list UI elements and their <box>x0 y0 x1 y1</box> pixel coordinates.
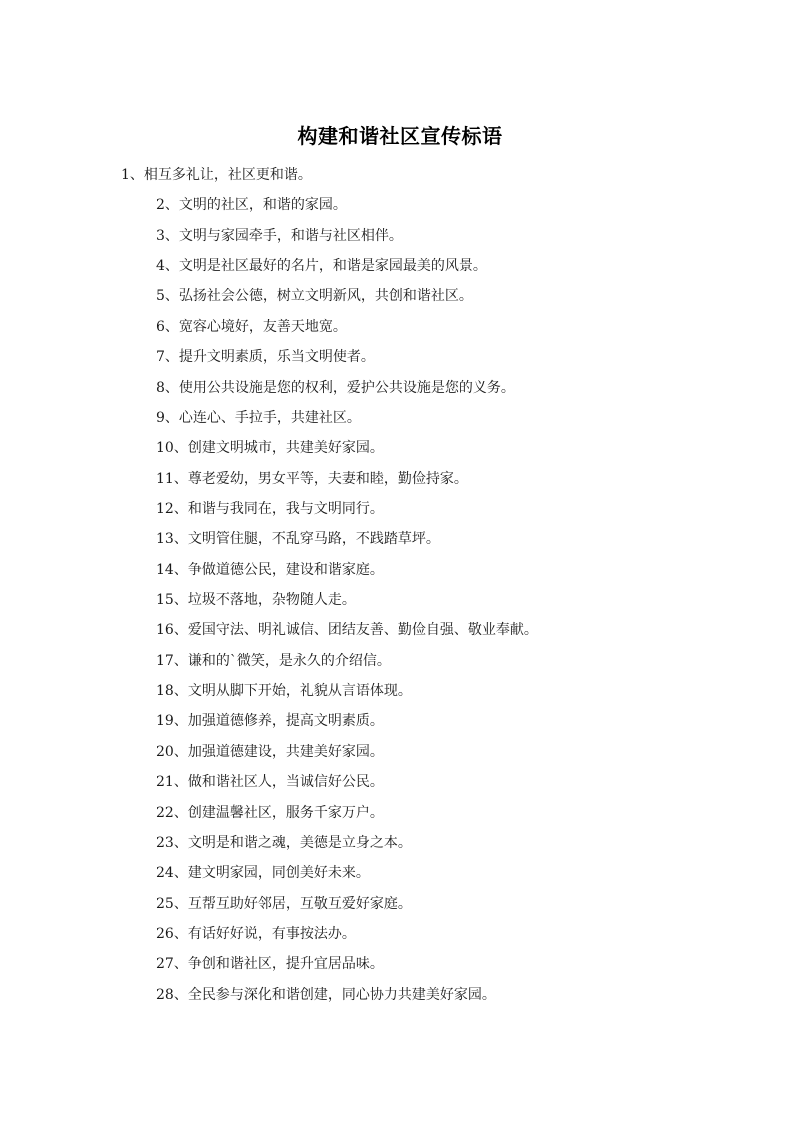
slogan-item: 16、爱国守法、明礼诚信、团结友善、勤俭自强、敬业奉献。 <box>156 622 538 639</box>
slogan-item: 7、提升文明素质，乐当文明使者。 <box>156 349 375 366</box>
slogan-item: 20、加强道德建设，共建美好家园。 <box>156 743 384 760</box>
slogan-item: 17、谦和的`微笑，是永久的介绍信。 <box>156 652 391 669</box>
slogan-item: 26、有话好好说，有事按法办。 <box>156 925 356 942</box>
slogan-item: 19、加强道德修养，提高文明素质。 <box>156 713 384 730</box>
slogan-item: 27、争创和谐社区，提升宜居品味。 <box>156 956 384 973</box>
slogan-item: 11、尊老爱幼，男女平等，夫妻和睦，勤俭持家。 <box>156 470 468 487</box>
slogan-item: 28、全民参与深化和谐创建，同心协力共建美好家园。 <box>156 986 496 1003</box>
slogan-item: 13、文明管住腿，不乱穿马路，不践踏草坪。 <box>156 531 440 548</box>
slogan-item: 22、创建温馨社区，服务千家万户。 <box>156 804 384 821</box>
slogan-list <box>0 160 800 1010</box>
slogan-item: 3、文明与家园牵手，和谐与社区相伴。 <box>156 227 403 244</box>
slogan-item: 18、文明从脚下开始，礼貌从言语体现。 <box>156 683 412 700</box>
slogan-item: 23、文明是和谐之魂，美德是立身之本。 <box>156 834 412 851</box>
slogan-item: 9、心连心、手拉手，共建社区。 <box>156 409 361 426</box>
slogan-item: 1、相互多礼让，社区更和谐。 <box>121 167 312 183</box>
slogan-item: 14、争做道德公民，建设和谐家庭。 <box>156 561 384 578</box>
slogan-item: 6、宽容心境好，友善天地宽。 <box>156 318 347 335</box>
slogan-item: 25、互帮互助好邻居，互敬互爱好家庭。 <box>156 895 412 912</box>
slogan-item: 21、做和谐社区人，当诚信好公民。 <box>156 774 384 791</box>
slogan-item: 10、创建文明城市，共建美好家园。 <box>156 440 384 457</box>
document-title: 构建和谐社区宣传标语 <box>297 124 503 148</box>
slogan-item: 24、建文明家园，同创美好未来。 <box>156 865 370 882</box>
slogan-item: 8、使用公共设施是您的权利，爱护公共设施是您的义务。 <box>156 379 515 396</box>
slogan-item: 15、垃圾不落地，杂物随人走。 <box>156 592 356 609</box>
slogan-item: 4、文明是社区最好的名片，和谐是家园最美的风景。 <box>156 258 487 275</box>
slogan-item: 5、弘扬社会公德，树立文明新风，共创和谐社区。 <box>156 288 473 305</box>
slogan-item: 12、和谐与我同在，我与文明同行。 <box>156 500 384 517</box>
slogan-item: 2、文明的社区，和谐的家园。 <box>156 197 347 214</box>
